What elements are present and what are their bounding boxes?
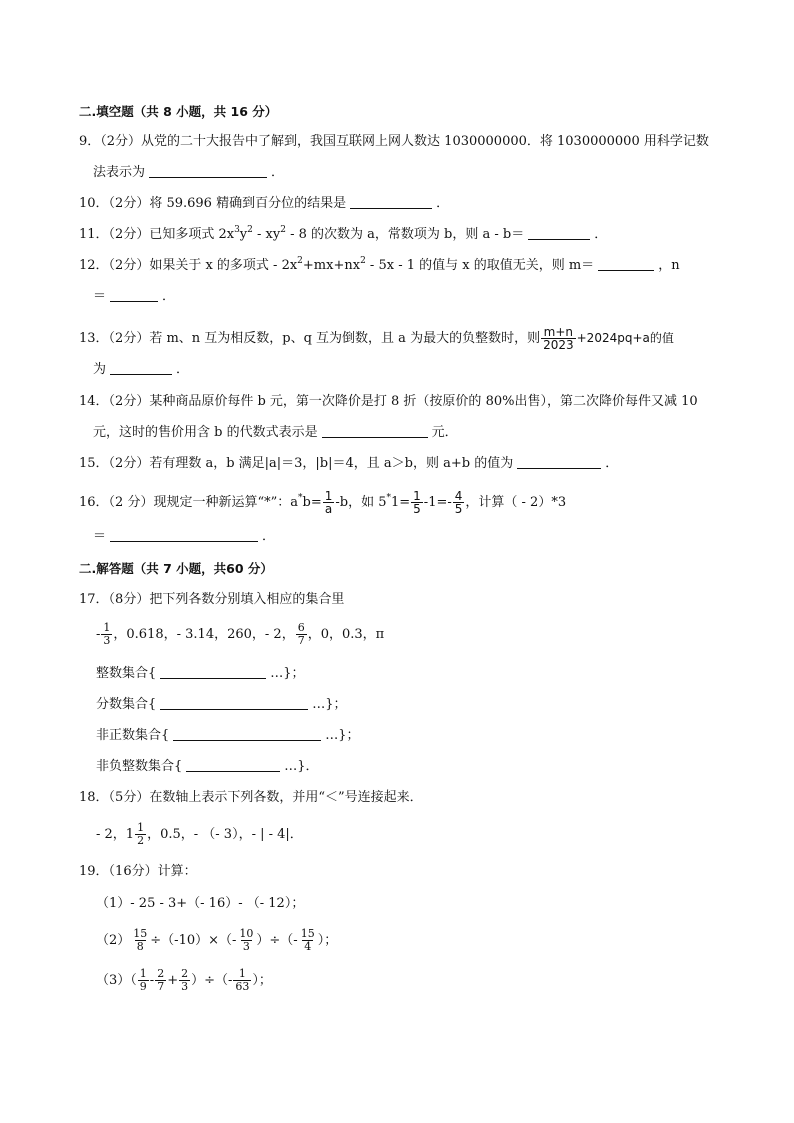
fraction-set (96, 697, 347, 713)
expression-text: + (167, 973, 179, 988)
question-14-end: 元． (431, 425, 458, 440)
question-12-text-a: 12．（2分）如果关于 x 的多项式 - 2x (79, 258, 298, 273)
question-13-line-1 (79, 326, 674, 351)
fraction-numerator: 1 (103, 621, 111, 634)
fraction-numerator: 15 (300, 927, 315, 940)
fraction (541, 326, 576, 351)
minus-sign: - (96, 627, 101, 642)
question-18-title: 18．（5分）在数轴上表示下列各数，并用“＜”号连接起来． (79, 790, 423, 805)
fraction-denominator: 2 (137, 834, 145, 847)
set-label: 非负整数集合{ (96, 759, 183, 774)
fraction-denominator: 63 (235, 980, 250, 993)
question-12-line-2 (93, 289, 175, 305)
question-15-text: 15．（2分）若有理数 a，b 满足|a|＝3，|b|＝4，且 a＞b，则 a+b 的值为 (79, 456, 514, 471)
fraction-denominator: 7 (297, 634, 305, 647)
question-9-text: 法表示为 (93, 165, 146, 180)
question-16-text-f: ，计算（ - 2）*3 (465, 495, 567, 510)
fraction (296, 622, 307, 647)
question-11-text-e: - xy (252, 227, 281, 242)
question-13-line-2 (93, 362, 189, 378)
question-11-text-c: y (239, 227, 248, 242)
question-12-end: ． (162, 289, 176, 304)
answer-blank-non-negative-integer-set (186, 759, 280, 772)
number-list-a: - 2，1 (96, 827, 135, 842)
fraction (138, 968, 149, 993)
star-symbol: * (298, 493, 303, 503)
fraction-numerator: 1 (137, 821, 145, 834)
question-18-numbers (96, 822, 303, 847)
question-12-text-g: ＝ (93, 289, 107, 304)
fraction-numerator: 1 (139, 967, 147, 980)
set-end: …}； (270, 666, 305, 681)
fraction-numerator: 1 (324, 489, 333, 503)
question-15-end: ． (605, 456, 619, 471)
answer-blank-12-m (598, 258, 654, 271)
fraction-denominator: 7 (157, 980, 165, 993)
fraction-numerator: 2 (181, 967, 189, 980)
question-13-text-c: 为 (93, 362, 107, 377)
question-10-text: 10．（2分）将 59.696 精确到百分位的结果是 (79, 196, 347, 211)
fraction-numerator: 1 (238, 967, 246, 980)
question-13-end: ． (176, 362, 190, 377)
question-13-text-b: +2024pq+a的值 (576, 331, 674, 345)
non-negative-integer-set (96, 759, 319, 775)
question-19-part-3 (96, 968, 272, 993)
answer-blank-integer-set (160, 666, 266, 679)
question-12-text-e: - 5x - 1 的值与 x 的取值无关，则 m＝ (365, 258, 595, 273)
fraction-denominator: 5 (413, 502, 421, 516)
question-15 (79, 456, 618, 472)
fraction-denominator: 4 (304, 940, 312, 953)
question-11 (79, 227, 607, 243)
fraction-numerator: m+n (543, 325, 574, 339)
question-11-end: ． (594, 227, 608, 242)
fraction (155, 968, 166, 993)
question-19-part-2 (96, 928, 337, 953)
set-label: 分数集合{ (96, 697, 157, 712)
fraction-denominator: 3 (181, 980, 189, 993)
fraction (237, 928, 255, 953)
set-end: …}． (284, 759, 319, 774)
fraction (299, 928, 317, 953)
question-9-end: ． (271, 165, 285, 180)
question-16-text-a: 16．（2 分）现规定一种新运算“*”：a (79, 495, 298, 510)
question-16-text-g: ＝ (93, 529, 107, 544)
fraction (453, 490, 465, 515)
question-17-title: 17．（8分）把下列各数分别填入相应的集合里 (79, 592, 345, 607)
question-14-text: 元，这时的售价用含 b 的代数式表示是 (93, 425, 318, 440)
fraction-numerator: 1 (413, 489, 421, 503)
answer-blank-fraction-set (160, 697, 308, 710)
exponent: 2 (297, 256, 303, 266)
set-label: 整数集合{ (96, 666, 157, 681)
integer-set (96, 666, 305, 682)
question-16-end: ． (262, 529, 276, 544)
question-10 (79, 196, 449, 212)
part-label: （2） (96, 933, 131, 948)
fraction-numerator: 2 (157, 967, 165, 980)
non-positive-set (96, 728, 360, 744)
exponent: 3 (234, 225, 240, 235)
answer-blank-15 (517, 456, 601, 469)
question-11-text-a: 11．（2分）已知多项式 2x (79, 227, 235, 242)
number-list-b: ，0.5，- （- 3），- | - 4|． (147, 827, 303, 842)
question-16-text-e: -1=- (423, 495, 452, 510)
question-12-text-c: +mx+nx (302, 258, 361, 273)
part-label: （3）（ (96, 973, 137, 988)
fraction-denominator: 8 (136, 940, 144, 953)
question-16-line-2 (93, 529, 275, 545)
question-13-text-a: 13．（2分）若 m、n 互为相反数，p、q 互为倒数，且 a 为最大的负整数时，则 (79, 331, 541, 346)
fraction-denominator: 9 (139, 980, 147, 993)
number-list-a: ，0.618，- 3.14，260，- 2， (113, 627, 295, 642)
question-14-line-2 (93, 425, 458, 441)
fraction (131, 928, 149, 953)
fraction-numerator: 15 (133, 927, 148, 940)
star-symbol: * (386, 493, 391, 503)
set-label: 非正数集合{ (96, 728, 170, 743)
fraction-denominator: 3 (103, 634, 111, 647)
section-title-answer: 二.解答题（共 7 小题，共60 分） (79, 561, 273, 576)
answer-blank-11 (528, 227, 590, 240)
question-12-line-1 (79, 258, 680, 274)
expression-text: ）； (252, 973, 272, 988)
fraction-numerator: 6 (297, 621, 305, 634)
expression-text: ÷（-10）×（- (150, 933, 237, 948)
question-9-line-1: 9．（2分）从党的二十大报告中了解到，我国互联网上网人数达 1030000000．将 1030000000 用科学记数 (79, 134, 709, 149)
set-end: …}； (312, 697, 347, 712)
section-title-fill-in: 二.填空题（共 8 小题，共 16 分） (79, 104, 278, 119)
question-16-text-b: b= (302, 495, 322, 510)
answer-blank-16 (110, 529, 258, 542)
answer-blank-10 (350, 196, 432, 209)
question-9-line-2 (93, 165, 284, 181)
set-end: …}； (325, 728, 360, 743)
fraction (135, 822, 146, 847)
fraction-denominator: 3 (242, 940, 250, 953)
answer-blank-9 (149, 165, 267, 178)
answer-blank-14 (322, 425, 428, 438)
fraction (179, 968, 190, 993)
exponent: 2 (247, 225, 253, 235)
expression-text: - (149, 973, 155, 988)
question-10-end: ． (436, 196, 450, 211)
fraction-denominator: a (324, 502, 333, 516)
expression-text: ）÷（- (191, 973, 233, 988)
question-16-line-1 (79, 490, 566, 515)
exponent: 2 (360, 256, 366, 266)
question-12-text-f: ，n (658, 258, 680, 273)
question-17-numbers (96, 622, 384, 647)
fraction-denominator: 2023 (543, 338, 574, 352)
fraction (233, 968, 251, 993)
question-16-text-c: -b，如 5 (335, 495, 387, 510)
question-19-title: 19．（16分）计算： (79, 864, 197, 879)
expression-text: ）÷（- (256, 933, 298, 948)
question-16-text-d: 1= (390, 495, 411, 510)
expression-text: ）； (317, 933, 338, 948)
fraction (323, 490, 335, 515)
exponent: 2 (280, 225, 286, 235)
fraction-numerator: 4 (454, 489, 463, 503)
answer-blank-13 (110, 362, 172, 375)
answer-blank-12-n (110, 289, 158, 302)
number-list-b: ，0，0.3，π (307, 627, 385, 642)
question-14-line-1: 14．（2分）某种商品原价每件 b 元，第一次降价是打 8 折（按原价的 80%出售），第二次降价每件又减 10 (79, 394, 698, 409)
fraction-denominator: 5 (454, 502, 463, 516)
answer-blank-non-positive-set (173, 728, 321, 741)
fraction (101, 622, 112, 647)
fraction-numerator: 10 (239, 927, 254, 940)
question-11-text-g: - 8 的次数为 a，常数项为 b，则 a - b＝ (285, 227, 525, 242)
fraction (411, 490, 423, 515)
question-19-part-1: （1）- 25 - 3+（- 16）- （- 12）； (96, 896, 305, 911)
